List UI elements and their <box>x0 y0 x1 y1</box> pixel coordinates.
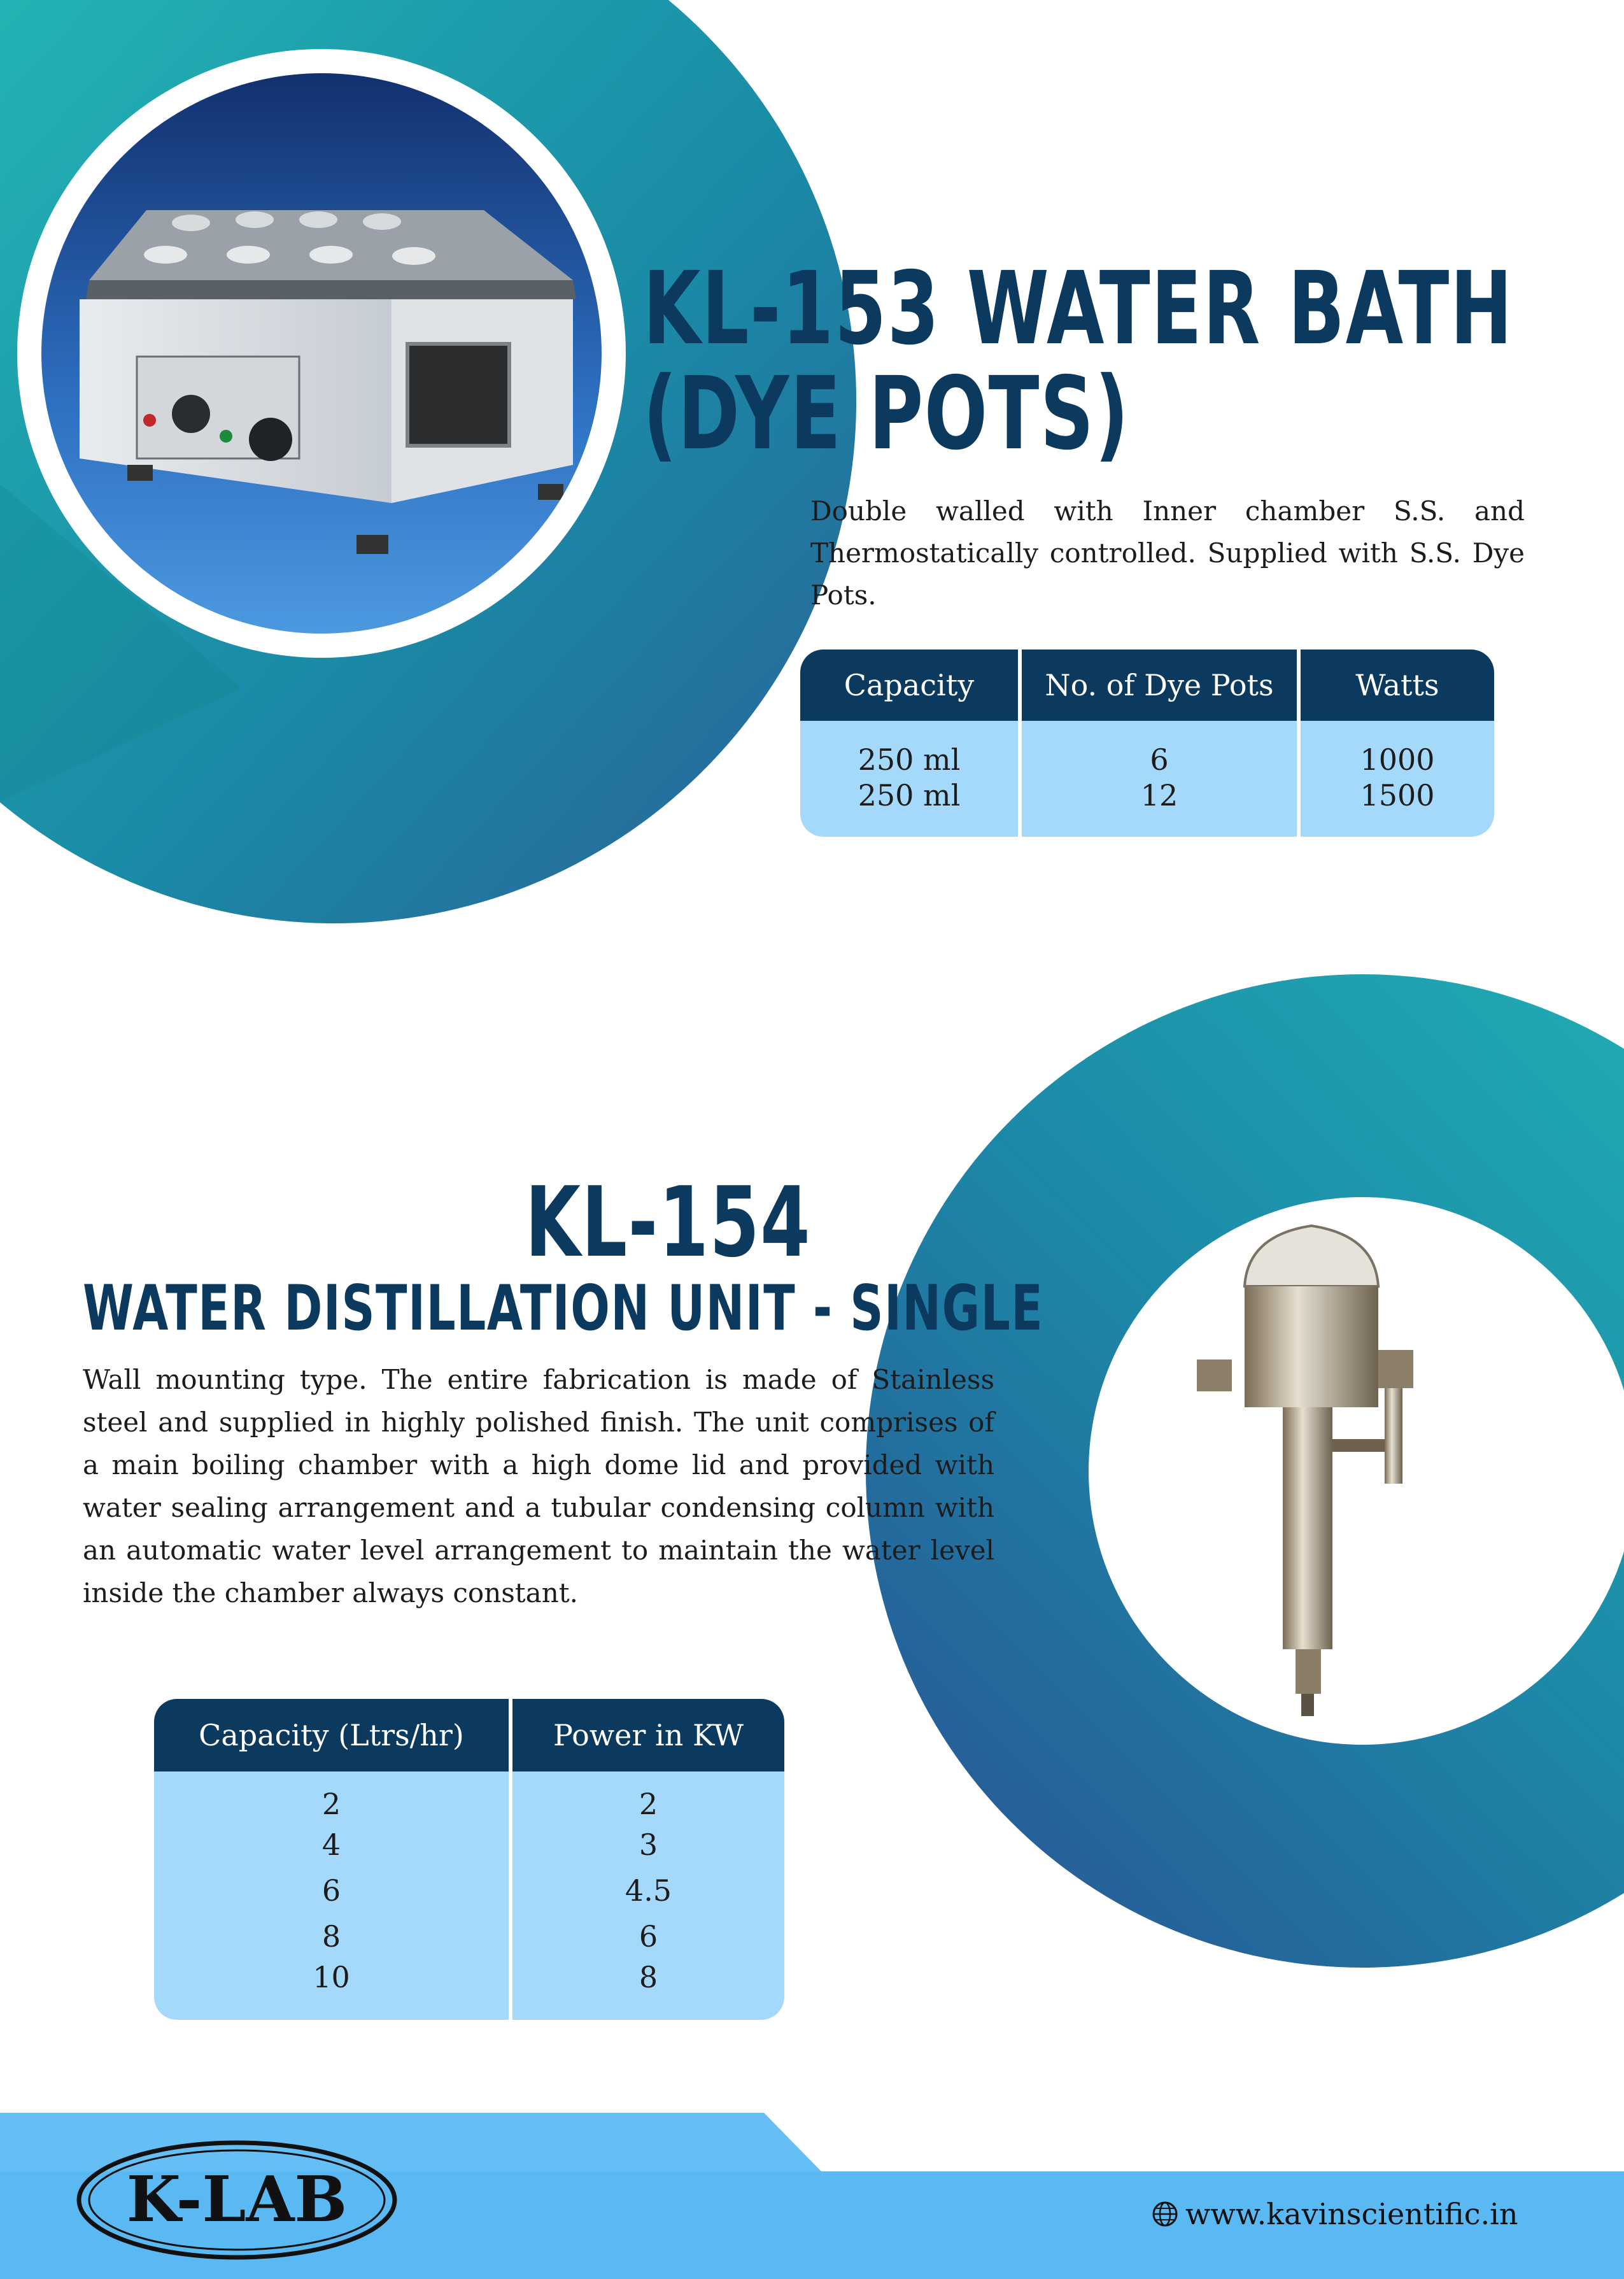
table-cell: 1500 <box>1297 777 1494 837</box>
table-cell: 10 <box>154 1959 509 2020</box>
table-row <box>154 1868 784 1913</box>
table-row <box>800 721 1494 777</box>
table-cell: 2 <box>509 1771 784 1822</box>
table-header: Power in KW <box>509 1699 784 1771</box>
table-header-row <box>154 1699 784 1771</box>
k-lab-logo <box>71 2136 402 2264</box>
product2-description: Wall mounting type. The entire fabrication is made of Stainless steel and supplied in highly polished finish. The unit comprises of a main boiling chamber with a high dome lid and provided with water sealing arrangement and a tubular condensing column with an automatic water level arrangement to maintain the water level inside the chamber always constant. <box>83 1364 994 1608</box>
product2-title: WATER DISTILLATION UNIT - SINGLE <box>83 1272 1044 1345</box>
product1-spec-table <box>800 650 1494 837</box>
table-cell: 6 <box>154 1868 509 1913</box>
table-header: Capacity <box>800 650 1018 721</box>
table-cell: 12 <box>1018 777 1297 837</box>
product1-description: Double walled with Inner chamber S.S. and Thermostatically controlled. Supplied with S.S. Dye Pots. <box>810 495 1525 611</box>
table-header: No. of Dye Pots <box>1018 650 1297 721</box>
table-row <box>154 1822 784 1868</box>
table-row <box>154 1913 784 1959</box>
globe-icon <box>1151 2200 1179 2228</box>
table-cell: 4.5 <box>509 1868 784 1913</box>
website-text: www.kavinscientific.in <box>1185 2197 1518 2231</box>
logo-text: K-LAB <box>126 2163 348 2236</box>
table-header: Watts <box>1297 650 1494 721</box>
table-row <box>154 1771 784 1822</box>
table-cell: 250 ml <box>800 777 1018 837</box>
table-row <box>800 777 1494 837</box>
product2-spec-table <box>154 1699 784 2020</box>
table-cell: 6 <box>509 1913 784 1959</box>
table-cell: 6 <box>1018 721 1297 777</box>
table-row <box>154 1959 784 2020</box>
table-cell: 250 ml <box>800 721 1018 777</box>
table-cell: 8 <box>154 1913 509 1959</box>
table-cell: 8 <box>509 1959 784 2020</box>
table-header: Capacity (Ltrs/hr) <box>154 1699 509 1771</box>
product1-title-line2: (DYE POTS) <box>643 355 1130 472</box>
product1-title-line1: KL-153 WATER BATH <box>643 250 1514 367</box>
table-cell: 4 <box>154 1822 509 1868</box>
table-cell: 3 <box>509 1822 784 1868</box>
website-link[interactable] <box>1151 2197 1518 2231</box>
product2-model: KL-154 <box>525 1166 811 1279</box>
table-cell: 2 <box>154 1771 509 1822</box>
table-cell: 1000 <box>1297 721 1494 777</box>
table-header-row <box>800 650 1494 721</box>
